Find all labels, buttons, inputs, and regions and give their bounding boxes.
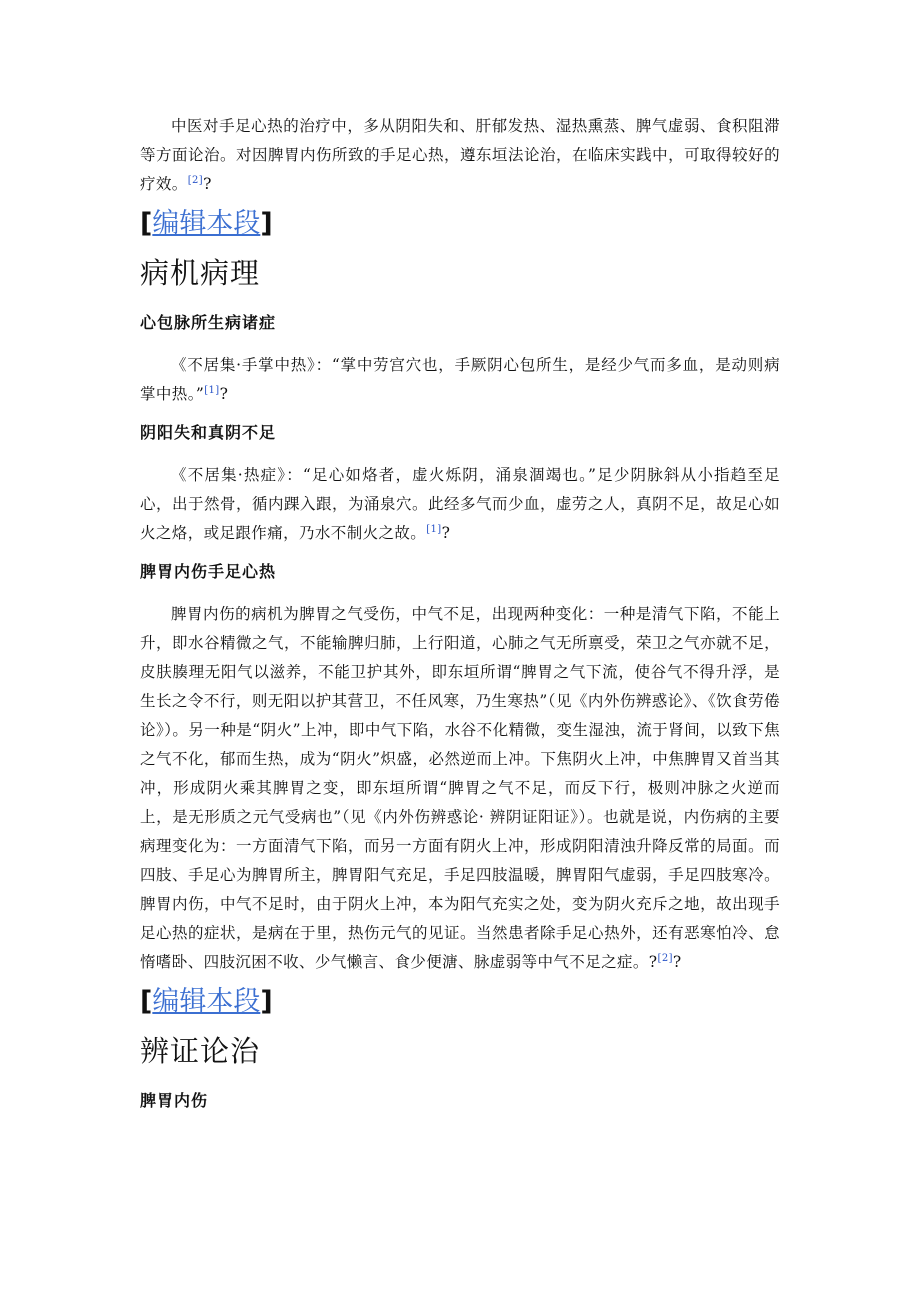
edit-section-button[interactable]: 编辑本段: [152, 986, 261, 1017]
subheading-yin-yang: 阴阳失和真阴不足: [140, 423, 277, 442]
document-body: [140, 112, 780, 1113]
citation-link[interactable]: [2]: [657, 953, 673, 964]
citation-link[interactable]: [2]: [187, 175, 204, 186]
subheading-pericardium: 心包脉所生病诸症: [140, 313, 277, 332]
paragraph-pericardium: 《不居集·手掌中热》：“掌中劳宫穴也，手厥阴心包所生，是经少气而多血，是动则病掌中热。”[1]?: [140, 356, 780, 403]
subheading-spleen-injury: 脾胃内伤: [140, 1091, 209, 1110]
intro-paragraph: 中医对手足心热的治疗中，多从阴阳失和、肝郁发热、湿热熏蒸、脾气虚弱、食积阻滞等方面论治。对因脾胃内伤所致的手足心热，遵东垣法论治，在临床实践中，可取得较好的疗效。[2]?: [140, 117, 780, 193]
paragraph-yin-yang: 《不居集·热症》：“足心如烙者，虚火烁阴，涌泉涸竭也。”足少阴脉斜从小指趋至足心，出于然骨，循内踝入跟，为涌泉穴。此经多气而少血，虚劳之人，真阴不足，故足心如火之烙，或足跟作痛，乃水不制火之故。[1]?: [140, 466, 780, 542]
citation-link[interactable]: [1]: [426, 524, 442, 535]
edit-section-link-1: [编辑本段]: [140, 208, 273, 239]
section-title-treatment: 辨证论治: [140, 1034, 261, 1068]
subheading-spleen-stomach: 脾胃内伤手足心热: [140, 562, 277, 581]
edit-section-button[interactable]: 编辑本段: [152, 208, 261, 239]
citation-link[interactable]: [1]: [204, 385, 220, 396]
edit-section-link-2: [编辑本段]: [140, 986, 273, 1017]
section-title-pathology: 病机病理: [140, 256, 261, 290]
paragraph-spleen-stomach: 脾胃内伤的病机为脾胃之气受伤，中气不足，出现两种变化：一种是清气下陷，不能上升，即水谷精微之气，不能输脾归肺，上行阳道，心肺之气无所禀受，荣卫之气亦就不足，皮肤腠理无阳气以滋养，不能卫护其外，即东垣所谓“脾胃之气下流，使谷气不得升浮，是生长之令不行，则无阳以护其营卫，不任风寒，乃生寒热”（见《内外伤辨惑论》、《饮食劳倦论》）。另一种是“阴火”上冲，即中气下陷，水谷不化精微，变生湿浊，流于肾间，以致下焦之气不化，郁而生热，成为“阴火”炽盛，必然逆而上冲。下焦阴火上冲，中焦脾胃又首当其冲，形成阴火乘其脾胃之变，即东垣所谓“脾胃之气不足，而反下行，极则冲脉之火逆而上，是无形质之元气受病也”（见《内外伤辨惑论· 辨阴证阳证》）。也就是说，内伤病的主要病理变化为：一方面清气下陷，而另一方面有阴火上冲，形成阴阳清浊升降反常的局面。而四肢、手足心为脾胃所主，脾胃阳气充足，手足四肢温暖，脾胃阳气虚弱，手足四肢寒冷。脾胃内伤，中气不足时，由于阴火上冲，本为阳气充实之处，变为阴火充斥之地，故出现手足心热的症状，是病在于里，热伤元气的见证。当然患者除手足心热外，还有恶寒怕冷、怠惰嗜卧、四肢沉困不收、少气懒言、食少便溏、脉虚弱等中气不足之症。?[2]?: [140, 605, 780, 971]
